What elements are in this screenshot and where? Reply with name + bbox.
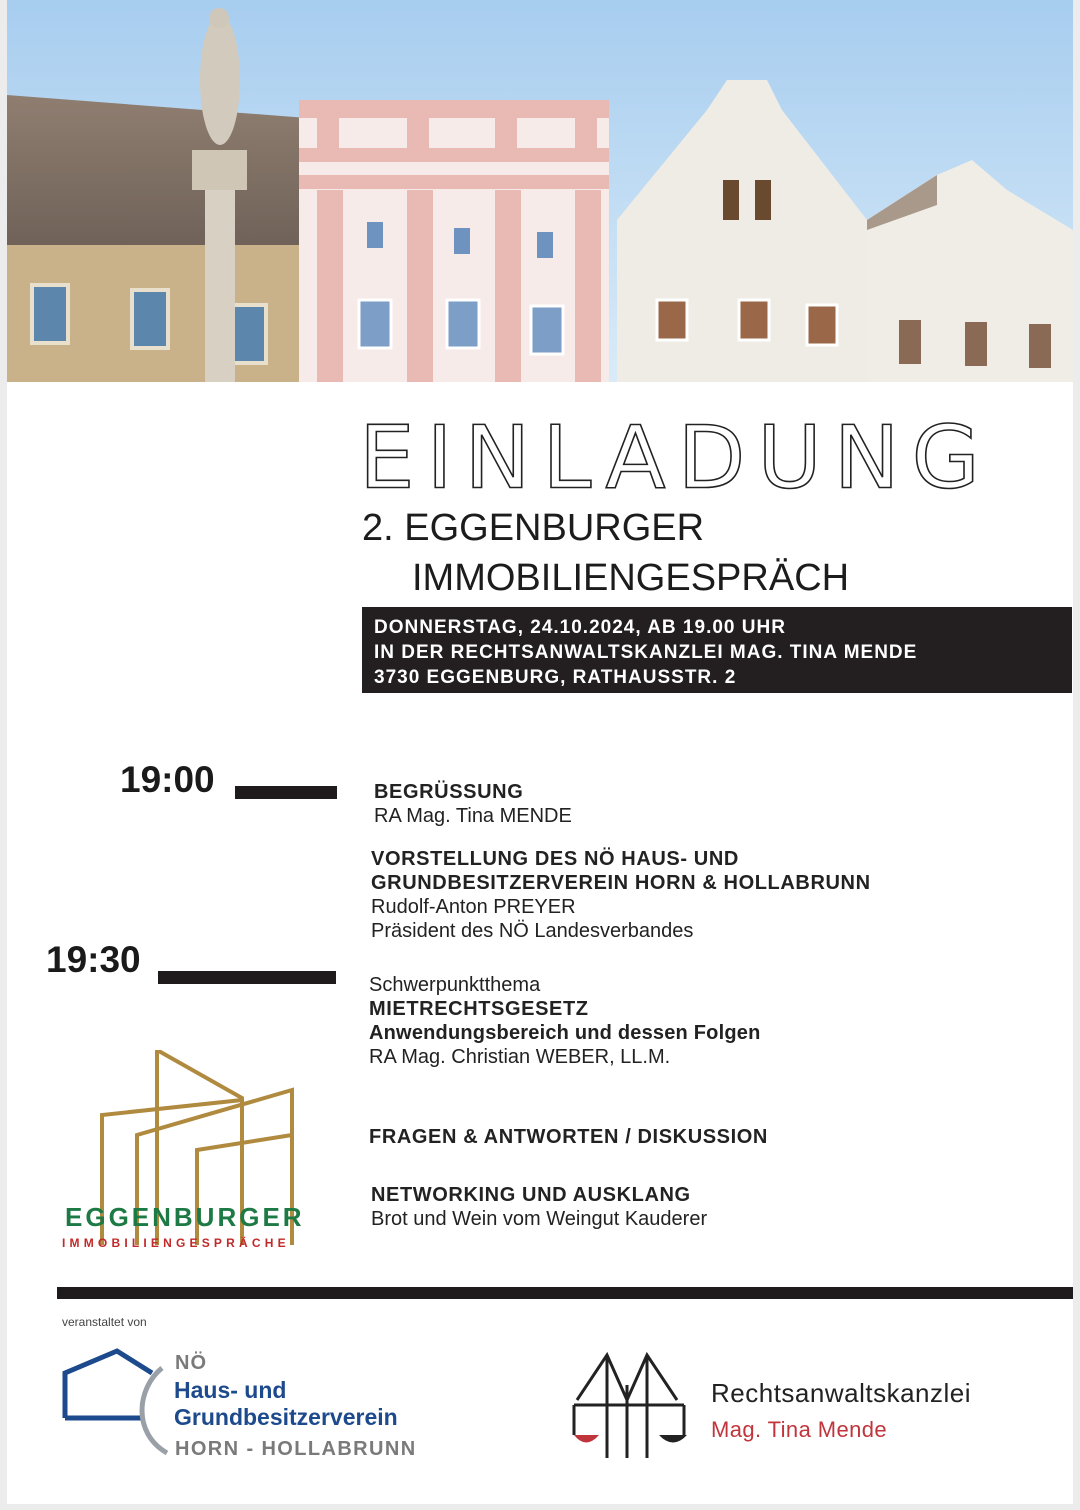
agenda-item-focus	[369, 973, 760, 1069]
agenda-line: RA Mag. Christian WEBER, LL.M.	[369, 1046, 671, 1068]
scales-of-justice-logo	[569, 1350, 691, 1462]
event-info-box	[362, 607, 1072, 693]
agenda-item-presentation	[371, 847, 871, 943]
agenda-title: GRUNDBESITZERVEREIN HORN & HOLLABRUNN	[371, 872, 871, 894]
organised-by-label: veranstaltet von	[62, 1315, 147, 1329]
agenda-line: Präsident des NÖ Landesverbandes	[371, 920, 694, 942]
house-outline-logo	[62, 1348, 182, 1458]
time-1930: 19:30	[46, 939, 141, 980]
invitation-page	[7, 0, 1073, 1504]
agenda-item-qa	[369, 1125, 768, 1149]
agenda-title: MIETRECHTSGESETZ	[369, 998, 589, 1020]
noe-logo-line3: Grundbesitzerverein	[174, 1404, 398, 1430]
footer-divider	[57, 1287, 1073, 1299]
agenda-title: NETWORKING UND AUSKLANG	[371, 1184, 691, 1206]
eggenburger-logo-sub: IMMOBILIENGESPRÄCHE	[62, 1236, 290, 1250]
page-title: EINLADUNG	[359, 407, 992, 508]
ra-logo-line1: Rechtsanwaltskanzlei	[711, 1378, 972, 1408]
noe-logo-line4: HORN - HOLLABRUNN	[175, 1438, 417, 1460]
town-square-facades-photo	[7, 0, 1073, 382]
agenda-pre: Schwerpunktthema	[369, 974, 541, 996]
event-subtitle-line1: 2. EGGENBURGER	[362, 507, 705, 549]
time-1900: 19:00	[120, 759, 215, 800]
noe-logo-line2: Haus- und	[174, 1377, 287, 1403]
noe-logo-line1: NÖ	[175, 1352, 207, 1374]
agenda-title: VORSTELLUNG DES NÖ HAUS- UND	[371, 848, 739, 870]
event-venue: IN DER RECHTSANWALTSKANZLEI MAG. TINA MENDE	[374, 642, 918, 663]
agenda-title: BEGRÜSSUNG	[374, 781, 524, 803]
time-1930-bar	[158, 971, 336, 984]
agenda-title: Anwendungsbereich und dessen Folgen	[369, 1022, 761, 1044]
agenda-line: Brot und Wein vom Weingut Kauderer	[371, 1208, 708, 1230]
event-date: DONNERSTAG, 24.10.2024, AB 19.00 UHR	[374, 617, 786, 638]
agenda-item-welcome	[374, 780, 572, 828]
event-subtitle-line2: IMMOBILIENGESPRÄCH	[412, 557, 850, 599]
time-1900-bar	[235, 786, 337, 799]
ra-logo-line2: Mag. Tina Mende	[711, 1417, 887, 1442]
noe-logo-lines	[174, 1377, 398, 1431]
eggenburger-logo-word: EGGENBURGER	[65, 1202, 305, 1232]
agenda-title: FRAGEN & ANTWORTEN / DISKUSSION	[369, 1126, 768, 1148]
agenda-item-networking	[371, 1183, 707, 1231]
agenda-line: RA Mag. Tina MENDE	[374, 805, 572, 827]
event-address: 3730 EGGENBURG, RATHAUSSTR. 2	[374, 667, 737, 688]
agenda-line: Rudolf-Anton PREYER	[371, 896, 576, 918]
